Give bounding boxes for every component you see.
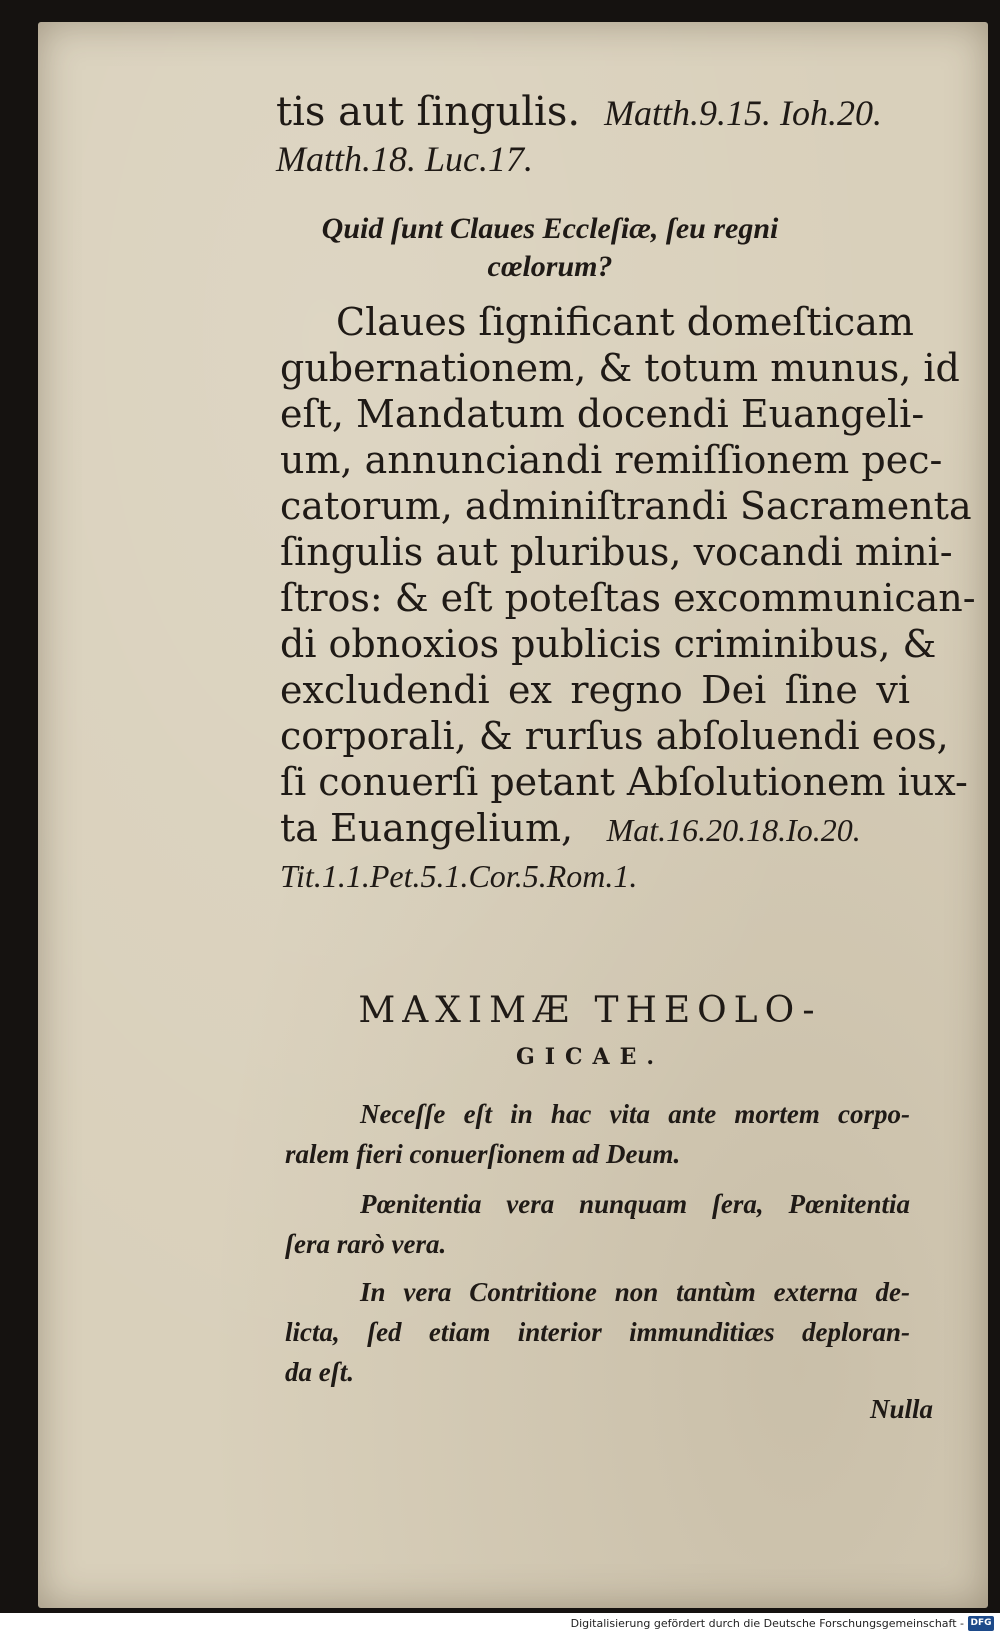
- maxim-line: Pœnitentia vera nunquam ſera, Pœnitentia: [360, 1189, 910, 1219]
- body-last-reference: Mat.16.20.18.Io.20.: [606, 812, 861, 848]
- body-line: um, annunciandi remiſſionem pec-: [280, 438, 943, 482]
- section-heading-line-2: GICAE.: [515, 1044, 665, 1070]
- maxim-line: ralem fieri conuerſionem ad Deum.: [285, 1139, 681, 1169]
- body-line: ſi conuerſi petant Abſolutionem iux-: [280, 760, 968, 804]
- dfg-logo-icon: DFG: [968, 1616, 994, 1631]
- body-line: corporali, & rurſus abſoluendi eos,: [280, 714, 949, 758]
- body-line-last: [280, 806, 861, 852]
- section-heading-line-1: MAXIMÆ THEOLO-: [358, 990, 822, 1031]
- top-line-1: [276, 88, 882, 135]
- maxim-line: In vera Contritione non tantùm externa de-: [360, 1277, 910, 1307]
- body-line: Claues ſignificant domeſticam: [336, 300, 914, 344]
- question-heading: [0, 212, 1000, 284]
- body-line: gubernationem, & totum munus, id: [280, 346, 960, 390]
- maxim-line: licta, ſed etiam interior immunditiæs deploran-: [285, 1317, 910, 1347]
- body-line: eſt, Mandatum docendi Euangeli-: [280, 392, 925, 436]
- funding-notice: Digitalisierung gefördert durch die Deutsche Forschungsgemeinschaft -: [570, 1617, 964, 1630]
- top-line-2-reference: Matth.18. Luc.17.: [276, 139, 533, 179]
- maxim-line: Neceſſe eſt in hac vita ante mortem corpo-: [360, 1099, 910, 1129]
- body-line: catorum, adminiſtrandi Sacramenta: [280, 484, 972, 528]
- footer-bar: [0, 1613, 1000, 1635]
- body-line: di obnoxios publicis criminibus, &: [280, 622, 937, 666]
- body-last-text: ta Euangelium,: [280, 806, 574, 850]
- top-line-1-reference: Matth.9.15. Ioh.20.: [604, 93, 883, 133]
- question-line-1: Quid ſunt Claues Eccleſiæ, ſeu regni: [321, 212, 779, 245]
- body-line: ſtros: & eſt poteſtas excommunican-: [280, 576, 976, 620]
- question-line-2: cœlorum?: [487, 250, 613, 283]
- catchword: Nulla: [870, 1394, 934, 1424]
- maxim-line: ſera rarò vera.: [285, 1229, 447, 1259]
- body-line: ſingulis aut pluribus, vocandi mini-: [280, 530, 953, 574]
- body-reference-line: Tit.1.1.Pet.5.1.Cor.5.Rom.1.: [280, 858, 638, 894]
- body-line: excludendi ex regno Dei ſine vi: [280, 668, 910, 712]
- maxim-line: da eſt.: [285, 1357, 354, 1387]
- top-line-1-text: tis aut ſingulis.: [276, 89, 581, 135]
